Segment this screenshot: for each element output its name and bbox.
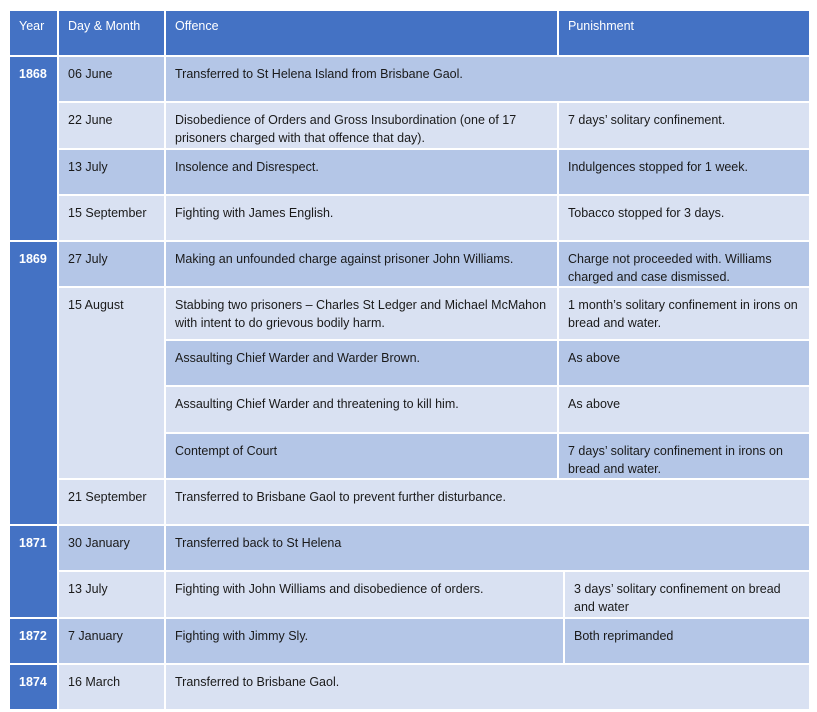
day-cell: 21 September (58, 479, 165, 525)
punishment-cell: Charge not proceeded with. Williams charged and case dismissed. (558, 241, 810, 287)
offence-cell: Disobedience of Orders and Gross Insubordination (one of 17 prisoners charged with that offence that day). (165, 102, 558, 149)
year-cell-1868: 1868 (9, 56, 58, 241)
day-cell: 7 January (58, 618, 165, 664)
day-cell: 16 March (58, 664, 165, 710)
year-cell-1874: 1874 (9, 664, 58, 710)
offence-cell: Stabbing two prisoners – Charles St Ledger and Michael McMahon with intent to do grievous bodily harm. (165, 287, 558, 340)
punishment-cell: As above (558, 386, 810, 433)
year-cell-1872: 1872 (9, 618, 58, 664)
offence-cell: Fighting with James English. (165, 195, 558, 241)
offence-cell: Making an unfounded charge against prisoner John Williams. (165, 241, 558, 287)
punishment-cell: 3 days’ solitary confinement on bread and water (564, 571, 810, 618)
punishment-cell: 7 days’ solitary confinement. (558, 102, 810, 149)
day-cell: 22 June (58, 102, 165, 149)
offence-cell: Fighting with John Williams and disobedience of orders. (165, 571, 564, 618)
day-cell: 15 August (58, 287, 165, 479)
offence-cell: Assaulting Chief Warder and Warder Brown. (165, 340, 558, 386)
offence-cell: Contempt of Court (165, 433, 558, 479)
offence-cell: Transferred back to St Helena (165, 525, 810, 571)
day-cell: 15 September (58, 195, 165, 241)
header-punishment: Punishment (558, 10, 810, 56)
offence-cell: Transferred to Brisbane Gaol to prevent further disturbance. (165, 479, 810, 525)
day-cell: 30 January (58, 525, 165, 571)
day-cell: 13 July (58, 149, 165, 195)
day-cell: 06 June (58, 56, 165, 102)
punishment-cell: Both reprimanded (564, 618, 810, 664)
day-cell: 13 July (58, 571, 165, 618)
punishment-cell: Indulgences stopped for 1 week. (558, 149, 810, 195)
offence-cell: Transferred to Brisbane Gaol. (165, 664, 810, 710)
punishment-cell: Tobacco stopped for 3 days. (558, 195, 810, 241)
day-cell: 27 July (58, 241, 165, 287)
offence-cell: Assaulting Chief Warder and threatening to kill him. (165, 386, 558, 433)
header-day-month: Day & Month (58, 10, 165, 56)
punishment-cell: 1 month’s solitary confinement in irons on bread and water. (558, 287, 810, 340)
year-cell-1869: 1869 (9, 241, 58, 525)
year-cell-1871: 1871 (9, 525, 58, 618)
punishment-cell: As above (558, 340, 810, 386)
punishment-cell: 7 days’ solitary confinement in irons on bread and water. (558, 433, 810, 479)
header-year: Year (9, 10, 58, 56)
header-offence: Offence (165, 10, 558, 56)
offence-cell: Fighting with Jimmy Sly. (165, 618, 564, 664)
offence-cell: Transferred to St Helena Island from Brisbane Gaol. (165, 56, 810, 102)
offence-cell: Insolence and Disrespect. (165, 149, 558, 195)
